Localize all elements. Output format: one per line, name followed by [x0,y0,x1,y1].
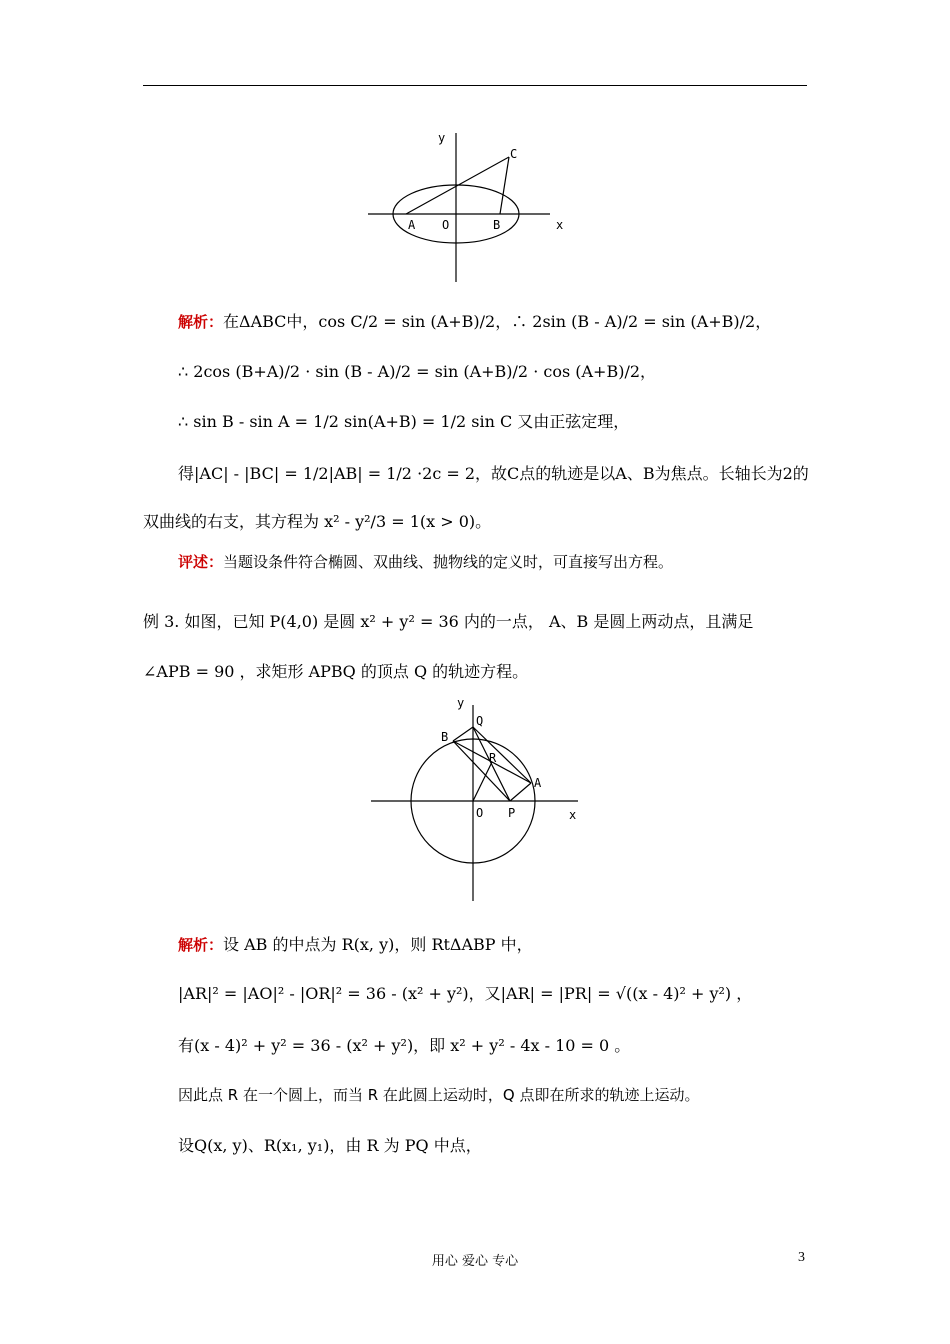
segment-cb [500,157,509,214]
solution2-line3: 有(x - 4)² + y² = 36 - (x² + y²)，即 x² + y² - 4x - 10 = 0 。 [178,1036,631,1055]
label-b: B [493,218,501,232]
label-x: x [569,808,577,822]
comment-label: 评述： [178,553,224,571]
solution1-label: 解析： [178,313,224,331]
label-p: P [508,806,516,820]
label-o: O [476,806,484,820]
header-rule [143,85,807,86]
label-b: B [441,730,449,744]
solution2-line1: 解析：设 AB 的中点为 R(x, y)，则 RtΔABP 中， [178,935,533,954]
segment-ap [510,783,531,801]
footer-text: 用心 爱心 专心 [431,1254,519,1269]
example3-line2: ∠APB = 90 ，求矩形 APBQ 的顶点 Q 的轨迹方程。 [143,662,529,681]
label-q: Q [476,714,484,728]
segment-bp [453,741,510,801]
label-a: A [534,776,542,790]
solution1-line4: 得|AC| - |BC| = 1/2|AB| = 1/2 ·2c = 2，故C点的轨迹是以A、B为焦点。长轴长为2的 [178,464,809,483]
label-c: C [510,147,518,161]
solution1-line5: 双曲线的右支，其方程为 x² - y²/3 = 1(x > 0)。 [143,512,492,531]
figure-circle-rectangle [365,695,590,905]
solution1-line1: 解析：在ΔABC中，cos C/2 = sin (A+B)/2，∴ 2sin (B - A)/2 = sin (A+B)/2， [178,312,772,331]
solution2-line2: |AR|² = |AO|² - |OR|² = 36 - (x² + y²)，又|AR| = |PR| = √((x - 4)² + y²) ， [178,984,753,1003]
figure-ellipse-triangle [360,125,575,285]
page-number: 3 [798,1250,805,1265]
solution1-line3: ∴ sin B - sin A = 1/2 sin(A+B) = 1/2 sin C 又由正弦定理， [178,412,630,431]
label-r: R [489,751,497,765]
label-y: y [457,696,465,710]
label-a: A [408,218,416,232]
solution2-line4: 因此点 R 在一个圆上，而当 R 在此圆上运动时，Q 点即在所求的轨迹上运动。 [178,1086,700,1104]
segment-or [473,762,492,801]
label-x: x [556,218,564,232]
solution1-line2: ∴ 2cos (B+A)/2 · sin (B - A)/2 = sin (A+B)/2 · cos (A+B)/2， [178,362,657,381]
solution2-line5: 设Q(x, y)、R(x₁, y₁)，由 R 为 PQ 中点， [178,1136,482,1155]
comment-line: 评述：当题设条件符合椭圆、双曲线、抛物线的定义时，可直接写出方程。 [178,553,674,571]
label-o: O [442,218,450,232]
label-y: y [438,131,446,145]
segment-qa [473,727,531,783]
solution2-label: 解析： [178,936,224,954]
example3-line1: 例 3. 如图，已知 P(4,0) 是圆 x² + y² = 36 内的一点， A、B 是圆上两动点，且满足 [143,612,754,631]
segment-ac [406,157,509,214]
